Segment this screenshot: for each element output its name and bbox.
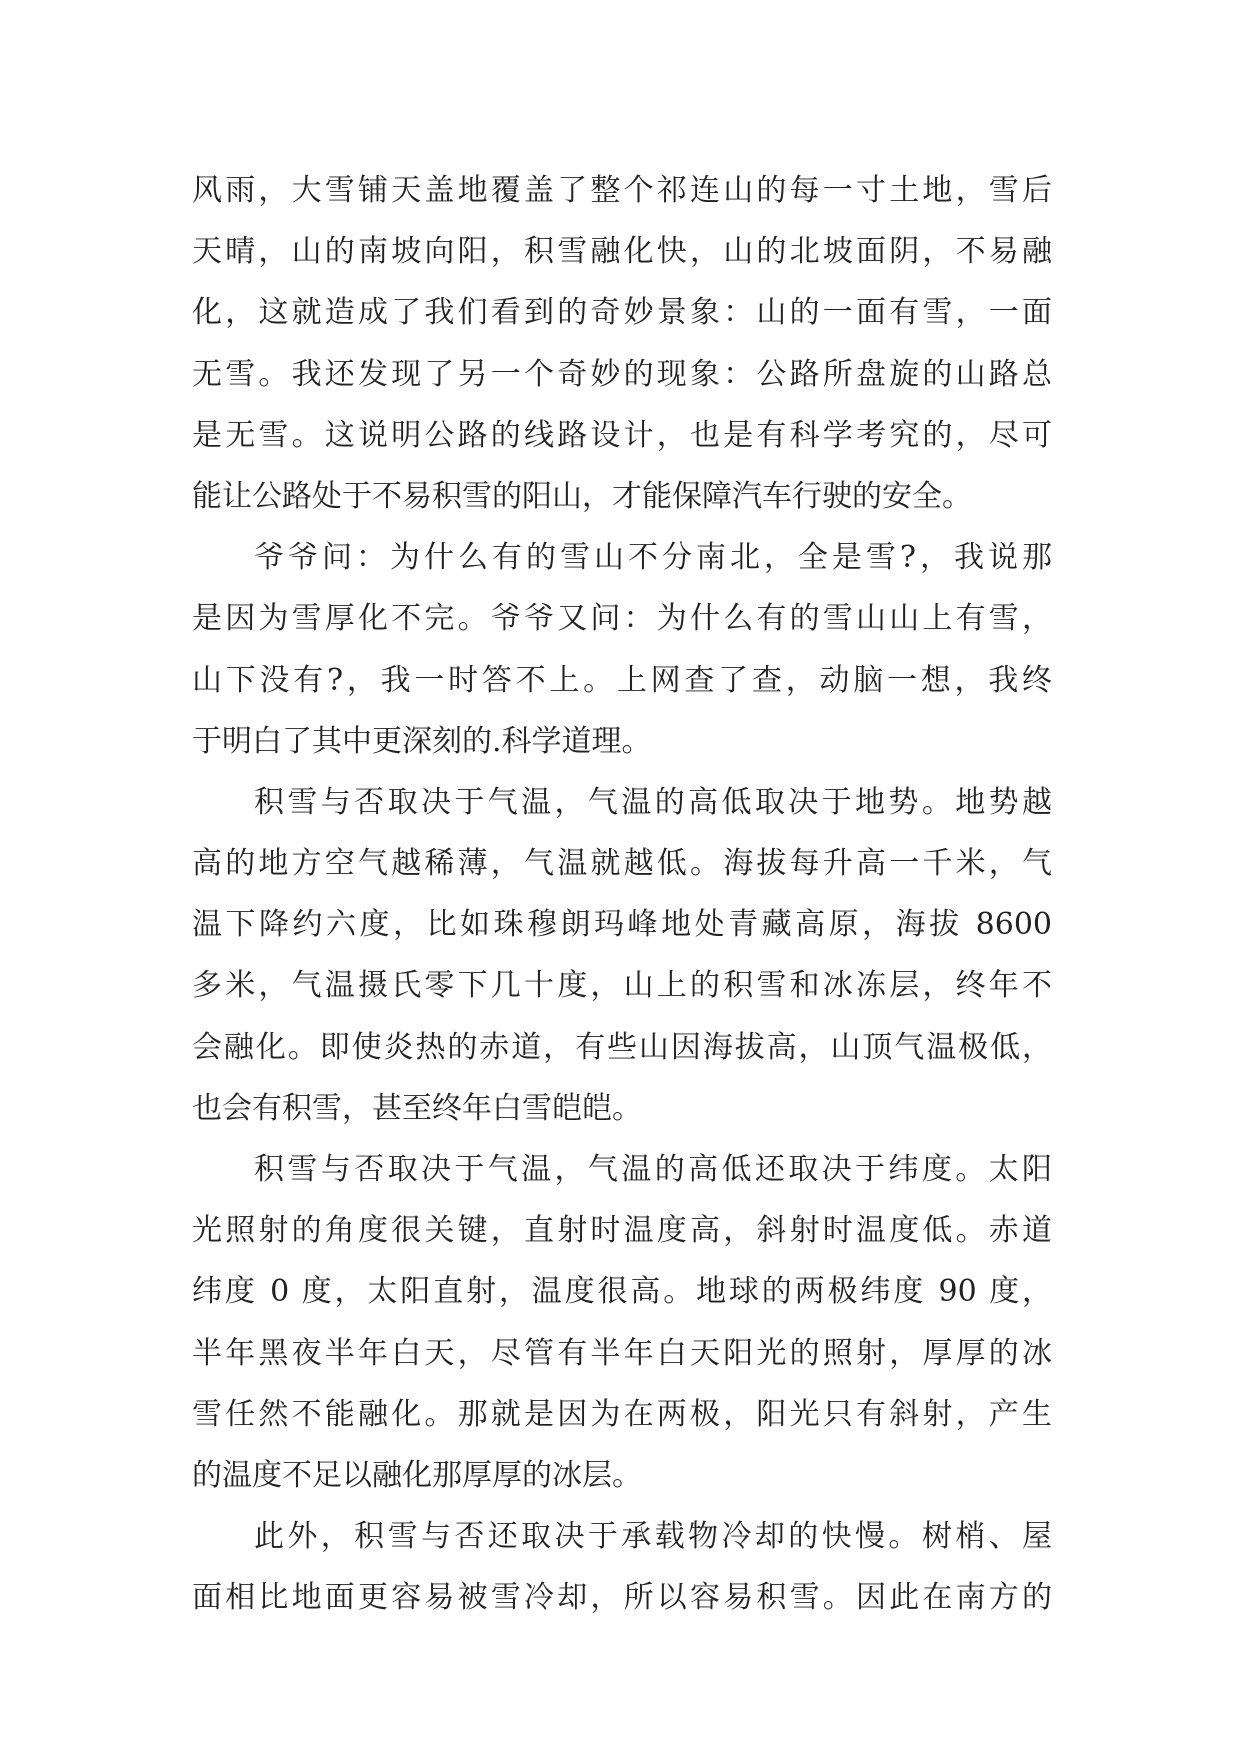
- text-line: 无雪。我还发现了另一个奇妙的现象：公路所盘旋的山路总: [192, 356, 1052, 392]
- text-line: 天晴，山的南坡向阳，积雪融化快，山的北坡面阴，不易融: [192, 234, 1052, 270]
- text-line: 也会有积雪，甚至终年白雪皑皑。: [192, 1090, 642, 1126]
- text-line: 于明白了其中更深刻的.科学道理。: [192, 723, 652, 759]
- text-line: 是无雪。这说明公路的线路设计，也是有科学考究的，尽可: [192, 417, 1052, 453]
- paragraph-first-line: 此外，积雪与否还取决于承载物冷却的快慢。树梢、屋: [254, 1519, 1052, 1555]
- text-line: 的温度不足以融化那厚厚的冰层。: [192, 1457, 642, 1493]
- text-line: 半年黑夜半年白天，尽管有半年白天阳光的照射，厚厚的冰: [192, 1335, 1052, 1371]
- text-line: 面相比地面更容易被雪冷却，所以容易积雪。因此在南方的: [192, 1580, 1052, 1616]
- body-text: [192, 160, 1052, 1629]
- text-line: 化，这就造成了我们看到的奇妙景象：山的一面有雪，一面: [192, 295, 1052, 331]
- text-line: 温下降约六度，比如珠穆朗玛峰地处青藏高原，海拔 8600: [192, 907, 1052, 943]
- text-line: 会融化。即使炎热的赤道，有些山因海拔高，山顶气温极低，: [192, 1029, 1052, 1065]
- paragraph-first-line: 积雪与否取决于气温，气温的高低取决于地势。地势越: [254, 784, 1052, 820]
- paragraph-first-line: 积雪与否取决于气温，气温的高低还取决于纬度。太阳: [254, 1152, 1052, 1187]
- text-line: 能让公路处于不易积雪的阳山，才能保障汽车行驶的安全。: [192, 478, 972, 514]
- text-line: 雪任然不能融化。那就是因为在两极，阳光只有斜射，产生: [192, 1396, 1052, 1432]
- text-line: 高的地方空气越稀薄，气温就越低。海拔每升高一千米，气: [192, 846, 1052, 882]
- text-line: 多米，气温摄氏零下几十度，山上的积雪和冰冻层，终年不: [192, 968, 1052, 1004]
- text-line: 风雨，大雪铺天盖地覆盖了整个祁连山的每一寸土地，雪后: [192, 173, 1052, 208]
- text-line: 纬度 0 度，太阳直射，温度很高。地球的两极纬度 90 度，: [192, 1274, 1052, 1310]
- text-line: 山下没有?，我一时答不上。上网查了查，动脑一想，我终: [192, 662, 1052, 698]
- text-line: 光照射的角度很关键，直射时温度高，斜射时温度低。赤道: [192, 1213, 1052, 1249]
- paragraph-first-line: 爷爷问：为什么有的雪山不分南北，全是雪?，我说那: [254, 540, 1052, 576]
- text-line: 是因为雪厚化不完。爷爷又问：为什么有的雪山山上有雪，: [192, 601, 1052, 637]
